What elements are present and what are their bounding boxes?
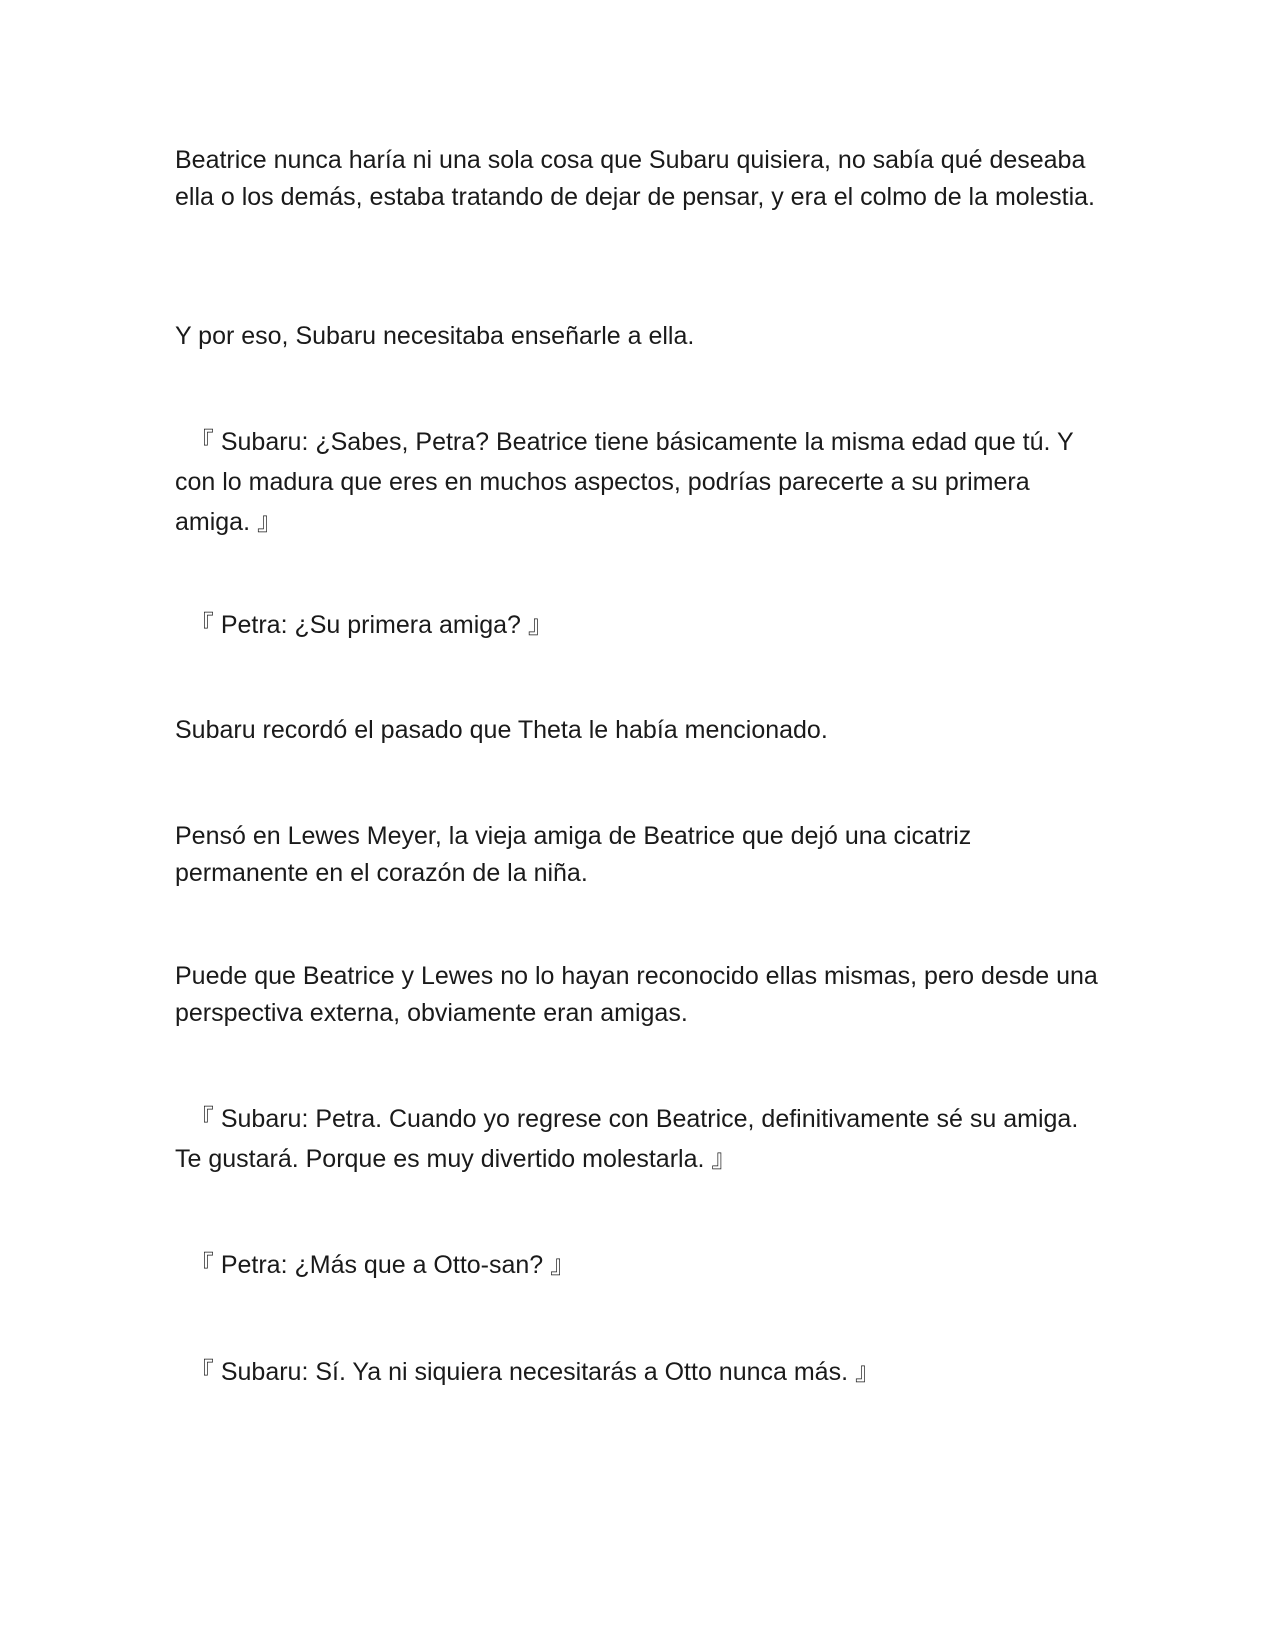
paragraph-narration-5: Puede que Beatrice y Lewes no lo hayan reconocido ellas mismas, pero desde una perspectiva externa, obviamente eran amigas. [175, 962, 1098, 1027]
paragraph-narration-4: Pensó en Lewes Meyer, la vieja amiga de Beatrice que dejó una cicatriz permanente en el corazón de la niña. [175, 822, 972, 887]
paragraph-dialogue-subaru-3: 『 Subaru: Sí. Ya ni siquiera necesitarás a Otto nunca más. 』 [175, 1358, 880, 1386]
paragraph-dialogue-subaru-1: 『 Subaru: ¿Sabes, Petra? Beatrice tiene básicamente la misma edad que tú. Y con lo madura que eres en muchos aspectos, podrías parecerte a su primera amiga. 』 [175, 428, 1074, 536]
paragraph-narration-2: Y por eso, Subaru necesitaba enseñarle a ella. [175, 322, 695, 350]
paragraph-dialogue-petra-1: 『 Petra: ¿Su primera amiga? 』 [175, 611, 553, 639]
paragraph-narration-1: Beatrice nunca haría ni una sola cosa que Subaru quisiera, no sabía qué deseaba ella o los demás, estaba tratando de dejar de pensar, y era el colmo de la molestia. [175, 146, 1095, 211]
paragraph-dialogue-subaru-2: 『 Subaru: Petra. Cuando yo regrese con Beatrice, definitivamente sé su amiga. Te gustará. Porque es muy divertido molestarla. 』 [175, 1105, 1079, 1173]
paragraph-dialogue-petra-2: 『 Petra: ¿Más que a Otto-san? 』 [175, 1251, 576, 1279]
paragraph-narration-3: Subaru recordó el pasado que Theta le había mencionado. [175, 716, 828, 744]
